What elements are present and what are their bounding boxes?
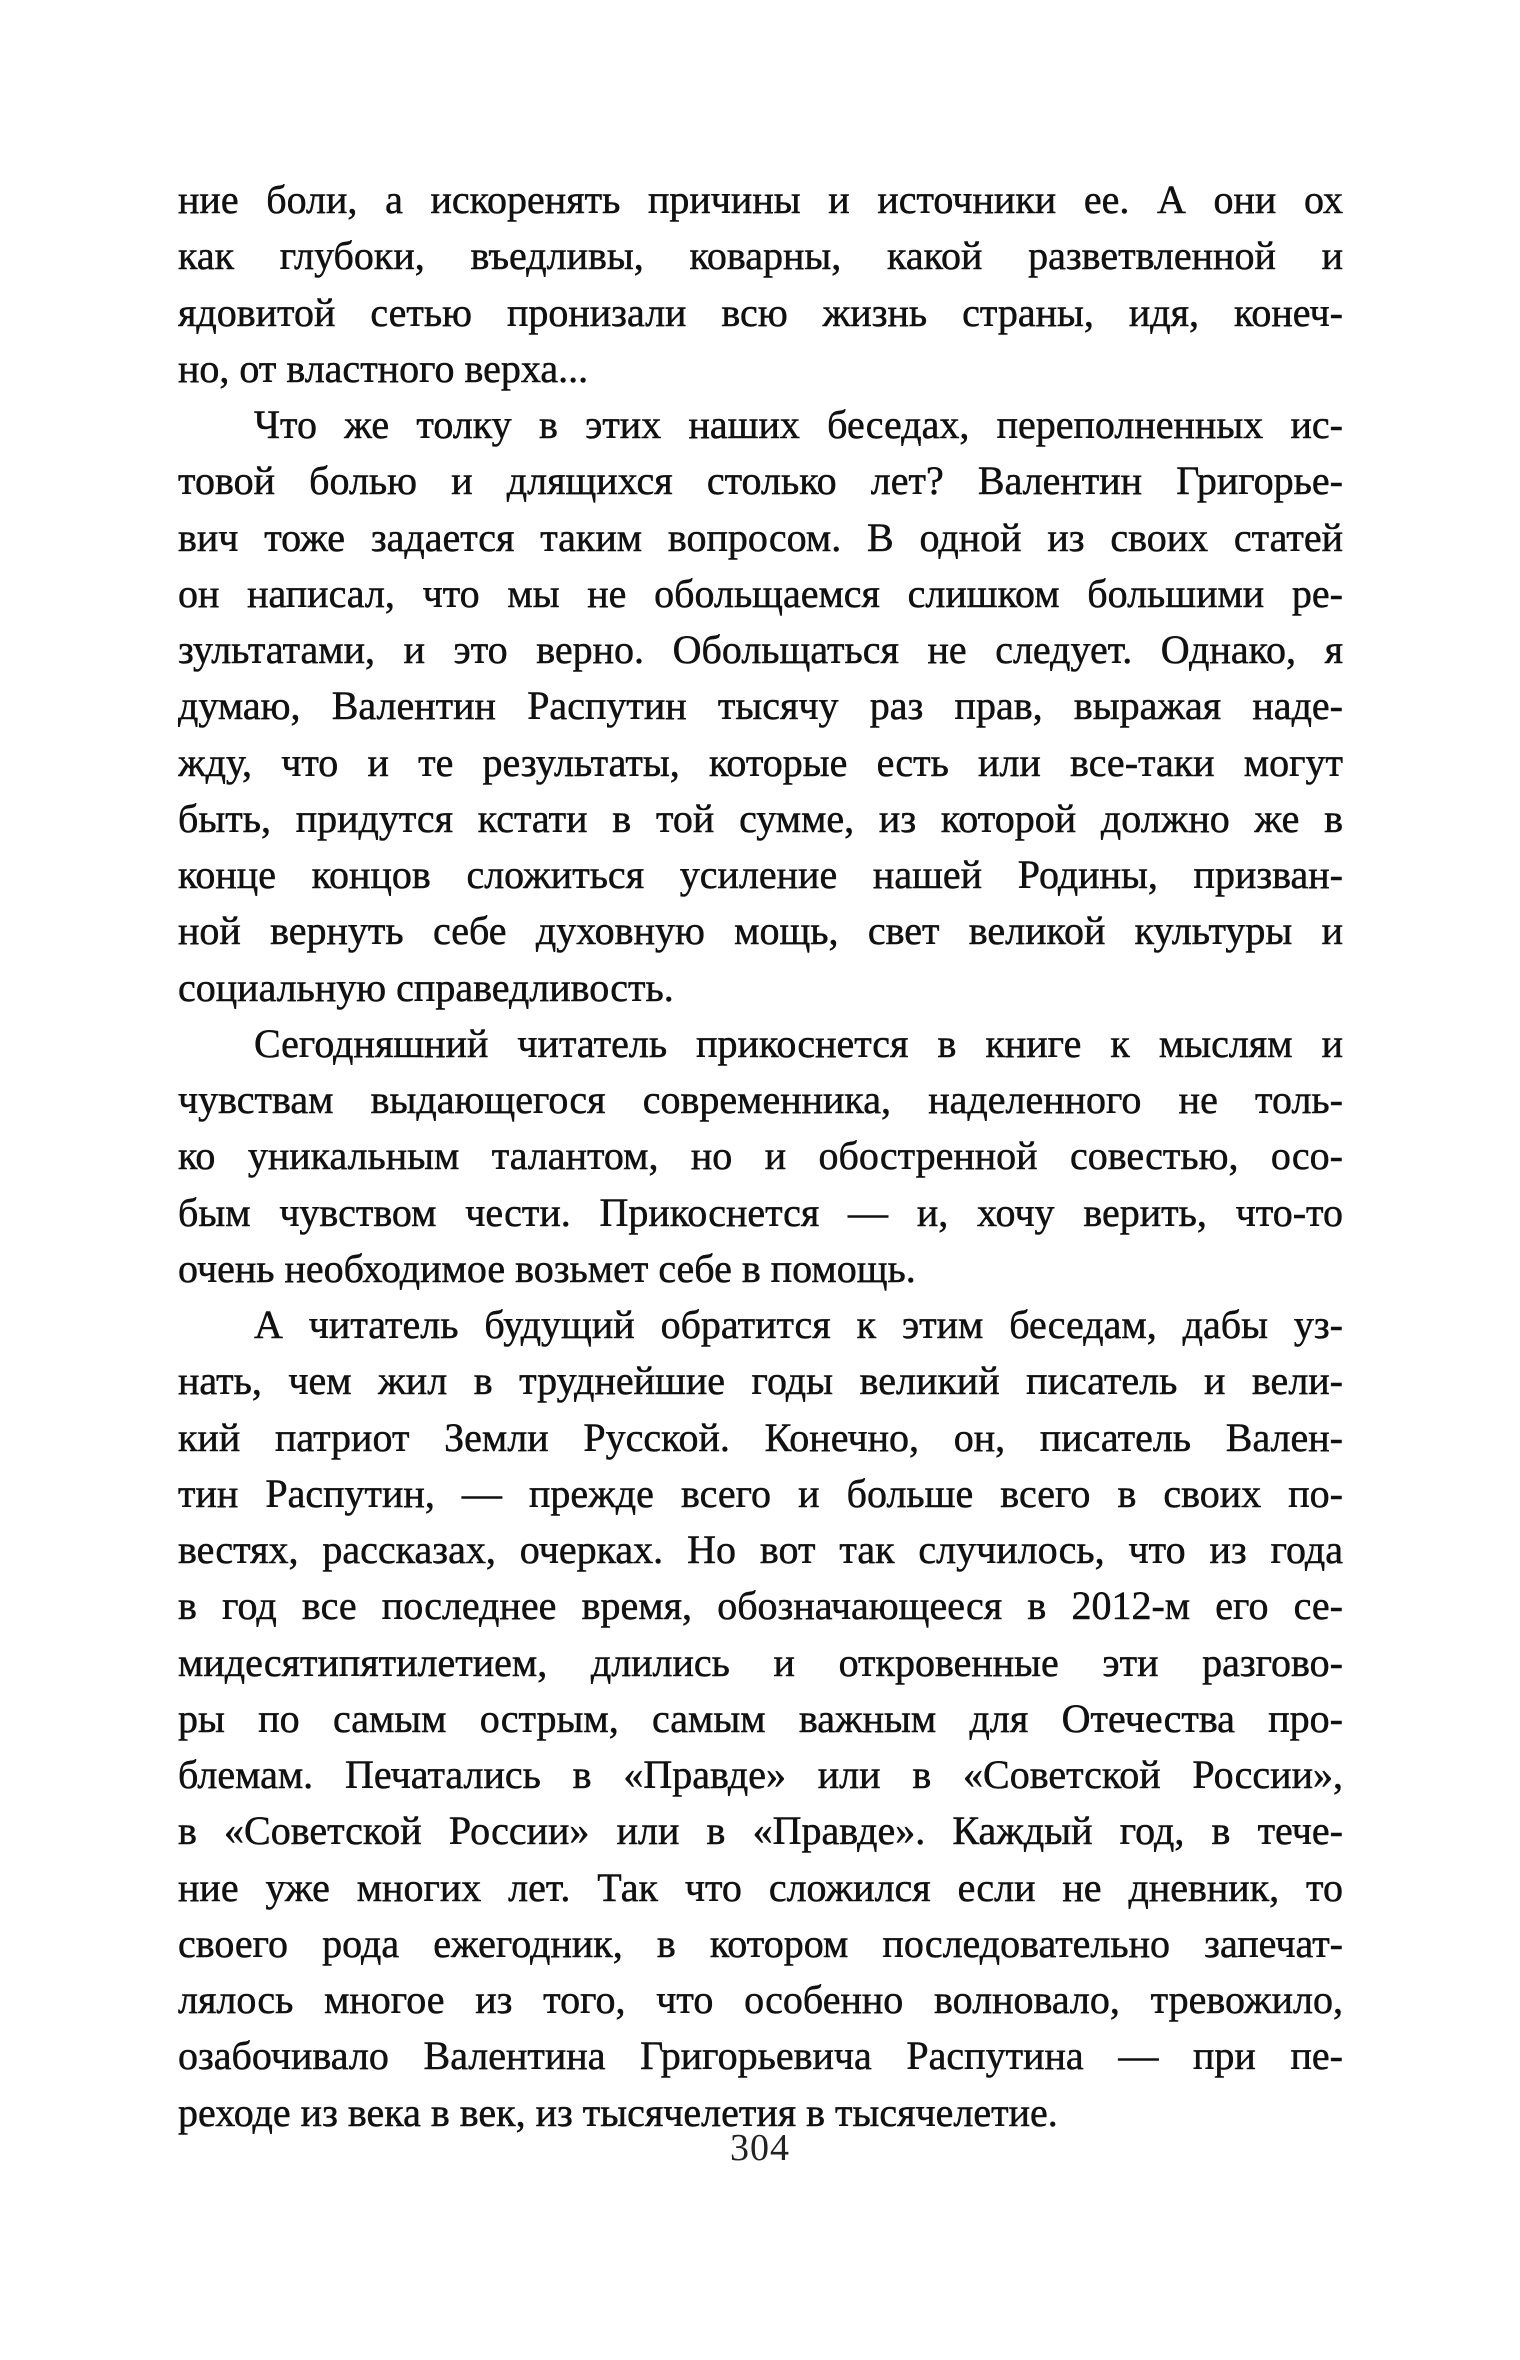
text-line: вестях, рассказах, очерках. Но вот так случилось, что из года <box>178 1527 1343 1572</box>
text-line: блемам. Печатались в «Правде» или в «Советской России», <box>178 1752 1343 1797</box>
body-text <box>178 172 1343 2141</box>
text-line: Сегодняшний читатель прикоснется в книге к мыслям и <box>254 1020 1343 1066</box>
text-line: реходе из века в век, из тысячелетия в тысячелетие. <box>178 2089 1058 2135</box>
text-line: ной вернуть себе духовную мощь, свет великой культуры и <box>178 908 1343 954</box>
text-line: ко уникальным талантом, но и обостренной совестью, осо- <box>178 1133 1343 1179</box>
text-line: нать, чем жил в труднейшие годы великий писатель и вели- <box>178 1358 1343 1404</box>
text-line: ние боли, а искоренять причины и источники ее. А они ох <box>178 177 1343 222</box>
text-line: Что же толку в этих наших беседах, переполненных ис- <box>254 402 1343 447</box>
text-line: ры по самым острым, самым важным для Отечества про- <box>178 1695 1343 1741</box>
text-line: думаю, Валентин Распутин тысячу раз прав, выражая наде- <box>178 683 1343 729</box>
paragraph <box>178 1016 1343 1297</box>
text-line: очень необходимое возьмет себе в помощь. <box>178 1245 916 1291</box>
text-line: кий патриот Земли Русской. Конечно, он, писатель Вален- <box>178 1414 1343 1460</box>
text-line: зультатами, и это верно. Обольщаться не следует. Однако, я <box>178 627 1343 672</box>
paragraph <box>178 172 1343 397</box>
text-line: быть, придутся кстати в той сумме, из которой должно же в <box>178 795 1343 841</box>
text-line: в год все последнее время, обозначающееся в 2012-м его се- <box>178 1583 1343 1629</box>
text-line: ние уже многих лет. Так что сложился если не дневник, то <box>178 1864 1343 1910</box>
text-line: в «Советской России» или в «Правде». Каждый год, в тече- <box>178 1808 1343 1854</box>
page-number: 304 <box>730 2127 790 2169</box>
text-line: как глубоки, въедливы, коварны, какой разветвленной и <box>178 233 1343 279</box>
text-line: озабочивало Валентина Григорьевича Распутина — при пе- <box>178 2033 1343 2079</box>
text-line: но, от властного верха... <box>178 345 589 391</box>
text-line: товой болью и длящихся столько лет? Валентин Григорье- <box>178 458 1343 504</box>
text-line: тин Распутин, — прежде всего и больше всего в своих по- <box>178 1470 1343 1516</box>
text-line: вич тоже задается таким вопросом. В одной из своих статей <box>178 514 1343 560</box>
text-line: мидесятипятилетием, длились и откровенные эти разгово- <box>178 1639 1343 1685</box>
text-line: социальную справедливость. <box>178 964 674 1010</box>
text-line: чувствам выдающегося современника, наделенного не толь- <box>178 1077 1343 1122</box>
text-line: жду, что и те результаты, которые есть или все-таки могут <box>178 739 1343 785</box>
text-line: он написал, что мы не обольщаемся слишком большими ре- <box>178 570 1343 616</box>
text-line: конце концов сложиться усиление нашей Родины, призван- <box>178 852 1343 897</box>
text-line: своего рода ежегодник, в котором последовательно запечат- <box>178 1920 1343 1966</box>
text-line: бым чувством чести. Прикоснется — и, хочу верить, что-то <box>178 1189 1343 1235</box>
text-line: ядовитой сетью пронизали всю жизнь страны, идя, конеч- <box>178 289 1343 335</box>
text-line: А читатель будущий обратится к этим беседам, дабы уз- <box>254 1302 1343 1347</box>
paragraph <box>178 397 1343 1016</box>
text-line: лялось многое из того, что особенно волновало, тревожило, <box>178 1977 1343 2022</box>
paragraph <box>178 1297 1343 2141</box>
